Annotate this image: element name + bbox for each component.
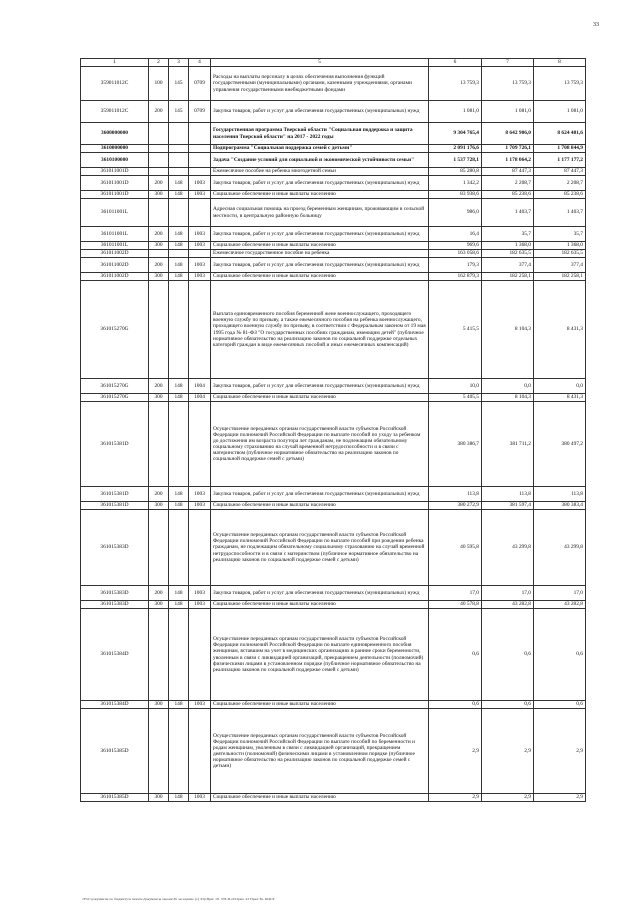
row-amount-cell: 43 282,8 [534,601,586,609]
column-header: 6 [429,59,482,67]
column-header: 2 [149,59,169,67]
table-row [81,379,586,394]
row-amount-cell: 377,4 [482,258,534,273]
row-amount-cell: 182 258,1 [534,273,586,281]
row-pr-cell [189,709,211,794]
row-description-cell: Ежемесячное государственное пособие на ребенка [211,250,429,258]
row-rz-cell [169,402,189,487]
row-pr-cell: 1003 [189,258,211,273]
row-pr-cell [189,145,211,153]
row-amount-cell: 1 178 064,2 [482,153,534,168]
row-amount-cell: 2,9 [429,709,482,794]
row-description-cell: Социальное обеспечение и иные выплаты населению [211,502,429,510]
row-amount-cell: 1 537 728,1 [429,153,482,168]
row-amount-cell: 13 759,3 [429,67,482,101]
table-row [81,402,586,487]
row-pr-cell [189,123,211,145]
row-code-cell: 361011002D [81,273,149,281]
row-vr-cell [149,402,169,487]
row-amount-cell: 8 104,3 [482,281,534,379]
row-pr-cell: 1004 [189,379,211,394]
row-amount-cell: 8 624 481,6 [534,123,586,145]
column-header: 1 [81,59,149,67]
row-pr-cell: 1004 [189,394,211,402]
row-rz-cell: 148 [169,794,189,802]
row-vr-cell: 200 [149,176,169,191]
row-amount-cell: 35,7 [534,227,586,242]
row-pr-cell: 1003 [189,794,211,802]
row-vr-cell: 200 [149,379,169,394]
row-pr-cell: 1003 [189,487,211,502]
row-amount-cell: 0,6 [482,701,534,709]
row-rz-cell: 148 [169,487,189,502]
row-vr-cell: 300 [149,794,169,802]
row-rz-cell [169,153,189,168]
row-vr-cell: 200 [149,586,169,601]
row-amount-cell: 5 405,5 [429,394,482,402]
row-pr-cell [189,510,211,586]
row-amount-cell: 1 368,0 [482,242,534,250]
row-amount-cell: 40 578,8 [429,601,482,609]
row-rz-cell: 148 [169,502,189,510]
table-row [81,101,586,123]
row-amount-cell: 163 058,6 [429,250,482,258]
row-amount-cell: 17,0 [534,586,586,601]
row-amount-cell: 1 177 177,2 [534,153,586,168]
table-row [81,176,586,191]
row-vr-cell: 200 [149,101,169,123]
row-code-cell: 359011012С [81,67,149,101]
row-code-cell: 361015384D [81,701,149,709]
row-amount-cell: 2,9 [482,709,534,794]
row-code-cell: 361015381D [81,487,149,502]
row-amount-cell: 113,8 [429,487,482,502]
row-rz-cell: 148 [169,191,189,199]
row-amount-cell: 381 597,4 [482,502,534,510]
row-amount-cell: 8 642 906,0 [482,123,534,145]
row-pr-cell [189,168,211,176]
row-amount-cell: 380 386,7 [429,402,482,487]
table-row [81,250,586,258]
table-row [81,487,586,502]
row-code-cell: 361015270G [81,281,149,379]
row-amount-cell: 380 497,2 [534,402,586,487]
row-amount-cell: 2,9 [429,794,482,802]
row-vr-cell [149,510,169,586]
row-description-cell: Государственная программа Тверской области "Социальная поддержка и защита населения Тверской области" на 2017 - 2022 годы [211,123,429,145]
row-description-cell: Осуществление переданных органам государственной власти субъектов Российской Федерации полномочий Российской Федерации по выплате пособий при рождении ребенка гражданам, не подлежащим обязательному социальному страхованию на случай временной нетрудоспособности и в связи с материнством (публичное нормативное обязательство на реализацию законов по социальной поддержке семей с детьми) [211,510,429,586]
row-amount-cell: 43 299,8 [534,510,586,586]
row-amount-cell: 43 299,8 [482,510,534,586]
row-vr-cell [149,609,169,701]
row-amount-cell: 17,0 [429,586,482,601]
row-code-cell: 3610100000 [81,153,149,168]
row-pr-cell [189,153,211,168]
row-pr-cell [189,402,211,487]
row-description-cell: Закупка товаров, работ и услуг для обеспечения государственных (муниципальных) нужд [211,258,429,273]
row-code-cell: 359011012С [81,101,149,123]
row-code-cell: 361015385D [81,794,149,802]
row-rz-cell: 148 [169,379,189,394]
row-description-cell: Ежемесячное пособие на ребенка многодетной семьи [211,168,429,176]
table-row [81,709,586,794]
row-amount-cell: 377,4 [534,258,586,273]
row-vr-cell: 300 [149,191,169,199]
row-amount-cell: 85 238,6 [482,191,534,199]
row-amount-cell: 2 208,7 [482,176,534,191]
row-code-cell: 361015270G [81,379,149,394]
table-row [81,794,586,802]
file-path-footer: \\FsC\документы по бюджету\в печать\Документы закона\3б заседание (1) \Пр\При\ 18. 578-П-О\Прил. 22 Прил 3я. КЦСР [82,897,275,901]
row-code-cell: 361011002D [81,250,149,258]
row-description-cell: Осуществление переданных органам государственной власти субъектов Российской Федерации полномочий Российской Федерации по выплате пособий по уходу за ребенком до достижения им возраста полутора лет гражданам, не подлежащим обязательному социальному страхованию на случай временной нетрудоспособности и в связи с материнством (публичное нормативное обязательство на реализацию законов по социальной поддержке семей с детьми) [211,402,429,487]
row-amount-cell: 1 403,7 [482,199,534,227]
row-code-cell: 361015381D [81,502,149,510]
row-amount-cell: 179,3 [429,258,482,273]
row-vr-cell: 300 [149,701,169,709]
row-amount-cell: 0,0 [534,379,586,394]
row-amount-cell: 0,6 [534,701,586,709]
table-row [81,153,586,168]
row-amount-cell: 1 709 726,1 [482,145,534,153]
row-vr-cell [149,168,169,176]
budget-table-container [80,58,585,802]
row-description-cell: Социальное обеспечение и иные выплаты населению [211,191,429,199]
row-amount-cell: 182 635,5 [534,250,586,258]
row-amount-cell: 9 304 765,4 [429,123,482,145]
row-description-cell: Подпрограмма "Социальная поддержка семей с детьми" [211,145,429,153]
table-row [81,701,586,709]
row-description-cell: Адресная социальная помощь на проезд беременным женщинам, проживающим в сельской местности, в центральную районную больницу [211,199,429,227]
row-description-cell: Социальное обеспечение и иные выплаты населению [211,601,429,609]
table-row [81,586,586,601]
table-row [81,227,586,242]
row-amount-cell: 182 635,5 [482,250,534,258]
row-pr-cell: 1003 [189,701,211,709]
row-amount-cell: 2,9 [534,794,586,802]
row-pr-cell: 0709 [189,101,211,123]
row-amount-cell: 2,9 [482,794,534,802]
table-row [81,609,586,701]
table-row [81,258,586,273]
row-amount-cell: 1 081,0 [429,101,482,123]
row-amount-cell: 1 368,0 [534,242,586,250]
row-code-cell: 361015383D [81,601,149,609]
row-amount-cell: 5 415,5 [429,281,482,379]
row-description-cell: Социальное обеспечение и иные выплаты населению [211,273,429,281]
row-rz-cell: 148 [169,242,189,250]
row-amount-cell: 0,6 [482,609,534,701]
column-header: 8 [534,59,586,67]
row-amount-cell: 162 879,3 [429,273,482,281]
row-amount-cell: 8 431,3 [534,281,586,379]
row-pr-cell: 1003 [189,191,211,199]
table-row [81,273,586,281]
row-description-cell: Закупка товаров, работ и услуг для обеспечения государственных (муниципальных) нужд [211,227,429,242]
row-vr-cell: 200 [149,258,169,273]
row-code-cell: 361015270G [81,394,149,402]
row-description-cell: Осуществление переданных органам государственной власти субъектов Российской Федерации полномочий Российской Федерации по выплате пособий по беременности и родам женщинам, уволенным в связи с ликвидацией организаций, прекращением деятельности (полномочий) физическими лицами в установленном порядке (публичное нормативное обязательство на реализацию законов по социальной поддержке семей с детьми) [211,709,429,794]
row-code-cell: 361015383D [81,510,149,586]
row-pr-cell: 1003 [189,502,211,510]
row-description-cell: Расходы на выплаты персоналу в целях обеспечения выполнения функций государственными (муниципальными) органами, казенными учреждениями, органами управления государственными внебюджетными фондами [211,67,429,101]
row-rz-cell [169,145,189,153]
table-row [81,510,586,586]
row-vr-cell [149,250,169,258]
row-description-cell: Выплата единовременного пособия беременной жене военнослужащего, проходящего военную службу по призыву, а также ежемесячного пособия на ребенка военнослужащего, проходящего военную службу по призыву, в соответствии с Федеральным законом от 19 мая 1995 года № 81-ФЗ "О государственных пособиях гражданам, имеющим детей" (публичное нормативное обязательство на реализацию законов по социальной поддержке отдельных категорий граждан в виде ежемесячных пособий и иных ежемесячных компенсаций) [211,281,429,379]
row-amount-cell: 2 091 176,6 [429,145,482,153]
row-amount-cell: 1 081,0 [482,101,534,123]
page-number: 33 [593,22,599,28]
row-amount-cell: 0,6 [534,609,586,701]
row-code-cell: 3610000000 [81,145,149,153]
row-code-cell: 3600000000 [81,123,149,145]
row-code-cell: 361011001L [81,227,149,242]
row-pr-cell: 1003 [189,273,211,281]
row-pr-cell: 1003 [189,586,211,601]
row-description-cell: Социальное обеспечение и иные выплаты населению [211,701,429,709]
table-row [81,199,586,227]
table-row [81,67,586,101]
row-rz-cell [169,250,189,258]
table-row [81,502,586,510]
column-header: 3 [169,59,189,67]
row-rz-cell: 148 [169,227,189,242]
row-vr-cell [149,123,169,145]
row-description-cell: Закупка товаров, работ и услуг для обеспечения государственных (муниципальных) нужд [211,101,429,123]
row-rz-cell: 148 [169,176,189,191]
row-rz-cell: 145 [169,101,189,123]
row-rz-cell [169,199,189,227]
row-vr-cell [149,281,169,379]
row-rz-cell [169,609,189,701]
row-amount-cell: 2 208,7 [534,176,586,191]
table-row [81,191,586,199]
row-amount-cell: 113,8 [482,487,534,502]
row-amount-cell: 0,0 [482,379,534,394]
row-code-cell: 361011001L [81,242,149,250]
table-row [81,601,586,609]
row-amount-cell: 43 282,8 [482,601,534,609]
row-amount-cell: 380 272,9 [429,502,482,510]
row-amount-cell: 986,0 [429,199,482,227]
row-vr-cell: 300 [149,502,169,510]
row-pr-cell: 1003 [189,227,211,242]
row-description-cell: Закупка товаров, работ и услуг для обеспечения государственных (муниципальных) нужд [211,176,429,191]
row-amount-cell: 1 342,2 [429,176,482,191]
row-rz-cell: 145 [169,67,189,101]
row-code-cell: 361011001D [81,191,149,199]
row-code-cell: 361011002D [81,258,149,273]
row-pr-cell: 1003 [189,176,211,191]
row-rz-cell: 148 [169,258,189,273]
row-description-cell: Закупка товаров, работ и услуг для обеспечения государственных (муниципальных) нужд [211,586,429,601]
row-pr-cell [189,250,211,258]
table-row [81,145,586,153]
column-header: 4 [189,59,211,67]
row-amount-cell: 85 238,6 [534,191,586,199]
row-code-cell: 361015385D [81,709,149,794]
row-amount-cell: 1 081,0 [534,101,586,123]
table-row [81,394,586,402]
row-rz-cell: 148 [169,586,189,601]
row-vr-cell [149,145,169,153]
row-amount-cell: 13 759,3 [534,67,586,101]
row-amount-cell: 83 938,6 [429,191,482,199]
column-number-row [81,59,586,67]
row-pr-cell: 1003 [189,601,211,609]
row-rz-cell [169,709,189,794]
row-amount-cell: 380 383,4 [534,502,586,510]
row-code-cell: 361011001L [81,199,149,227]
row-rz-cell [169,510,189,586]
row-amount-cell: 381 711,2 [482,402,534,487]
row-amount-cell: 85 280,8 [429,168,482,176]
row-description-cell: Закупка товаров, работ и услуг для обеспечения государственных (муниципальных) нужд [211,487,429,502]
row-description-cell: Осуществление переданных органам государственной власти субъектов Российской Федерации полномочий Российской Федерации по выплате единовременного пособия женщинам, вставшим на учет в медицинских организациях в ранние сроки беременности, уволенным в связи с ликвидацией организаций, прекращением деятельности (полномочий) физическими лицами в установленном порядке (публичное нормативное обязательство на реализацию законов по социальной поддержке семей с детьми) [211,609,429,701]
table-row [81,242,586,250]
row-pr-cell [189,281,211,379]
row-vr-cell: 300 [149,242,169,250]
row-amount-cell: 1 708 844,9 [534,145,586,153]
row-rz-cell [169,123,189,145]
row-vr-cell: 200 [149,227,169,242]
table-row [81,168,586,176]
row-pr-cell: 1003 [189,242,211,250]
row-vr-cell: 300 [149,394,169,402]
row-amount-cell: 113,8 [534,487,586,502]
row-code-cell: 361011001D [81,176,149,191]
row-code-cell: 361011001D [81,168,149,176]
budget-table [80,58,586,802]
row-code-cell: 361015384D [81,609,149,701]
row-amount-cell: 0,6 [429,701,482,709]
row-amount-cell: 35,7 [482,227,534,242]
row-rz-cell: 148 [169,601,189,609]
row-rz-cell: 148 [169,394,189,402]
row-description-cell: Закупка товаров, работ и услуг для обеспечения государственных (муниципальных) нужд [211,379,429,394]
row-amount-cell: 8 104,3 [482,394,534,402]
table-row [81,281,586,379]
row-amount-cell: 1 403,7 [534,199,586,227]
row-vr-cell: 100 [149,67,169,101]
row-rz-cell [169,281,189,379]
row-pr-cell: 0709 [189,67,211,101]
row-vr-cell [149,709,169,794]
row-rz-cell [169,168,189,176]
column-header: 5 [211,59,429,67]
row-code-cell: 361015383D [81,586,149,601]
row-amount-cell: 87 447,3 [534,168,586,176]
row-rz-cell: 148 [169,701,189,709]
row-vr-cell [149,153,169,168]
row-rz-cell: 148 [169,273,189,281]
row-amount-cell: 13 759,3 [482,67,534,101]
table-row [81,123,586,145]
row-amount-cell: 10,0 [429,379,482,394]
row-pr-cell [189,199,211,227]
row-vr-cell [149,199,169,227]
row-code-cell: 361015381D [81,402,149,487]
row-description-cell: Социальное обеспечение и иные выплаты населению [211,394,429,402]
row-description-cell: Задача "Создание условий для социальной и экономической устойчивости семьи" [211,153,429,168]
row-amount-cell: 969,6 [429,242,482,250]
row-amount-cell: 2,9 [534,709,586,794]
row-amount-cell: 16,4 [429,227,482,242]
row-description-cell: Социальное обеспечение и иные выплаты населению [211,242,429,250]
row-description-cell: Социальное обеспечение и иные выплаты населению [211,794,429,802]
row-vr-cell: 200 [149,487,169,502]
row-amount-cell: 17,0 [482,586,534,601]
row-amount-cell: 182 258,1 [482,273,534,281]
row-vr-cell: 300 [149,273,169,281]
row-amount-cell: 8 431,3 [534,394,586,402]
row-amount-cell: 40 595,8 [429,510,482,586]
row-pr-cell [189,609,211,701]
row-vr-cell: 300 [149,601,169,609]
row-amount-cell: 87 447,3 [482,168,534,176]
column-header: 7 [482,59,534,67]
row-amount-cell: 0,6 [429,609,482,701]
